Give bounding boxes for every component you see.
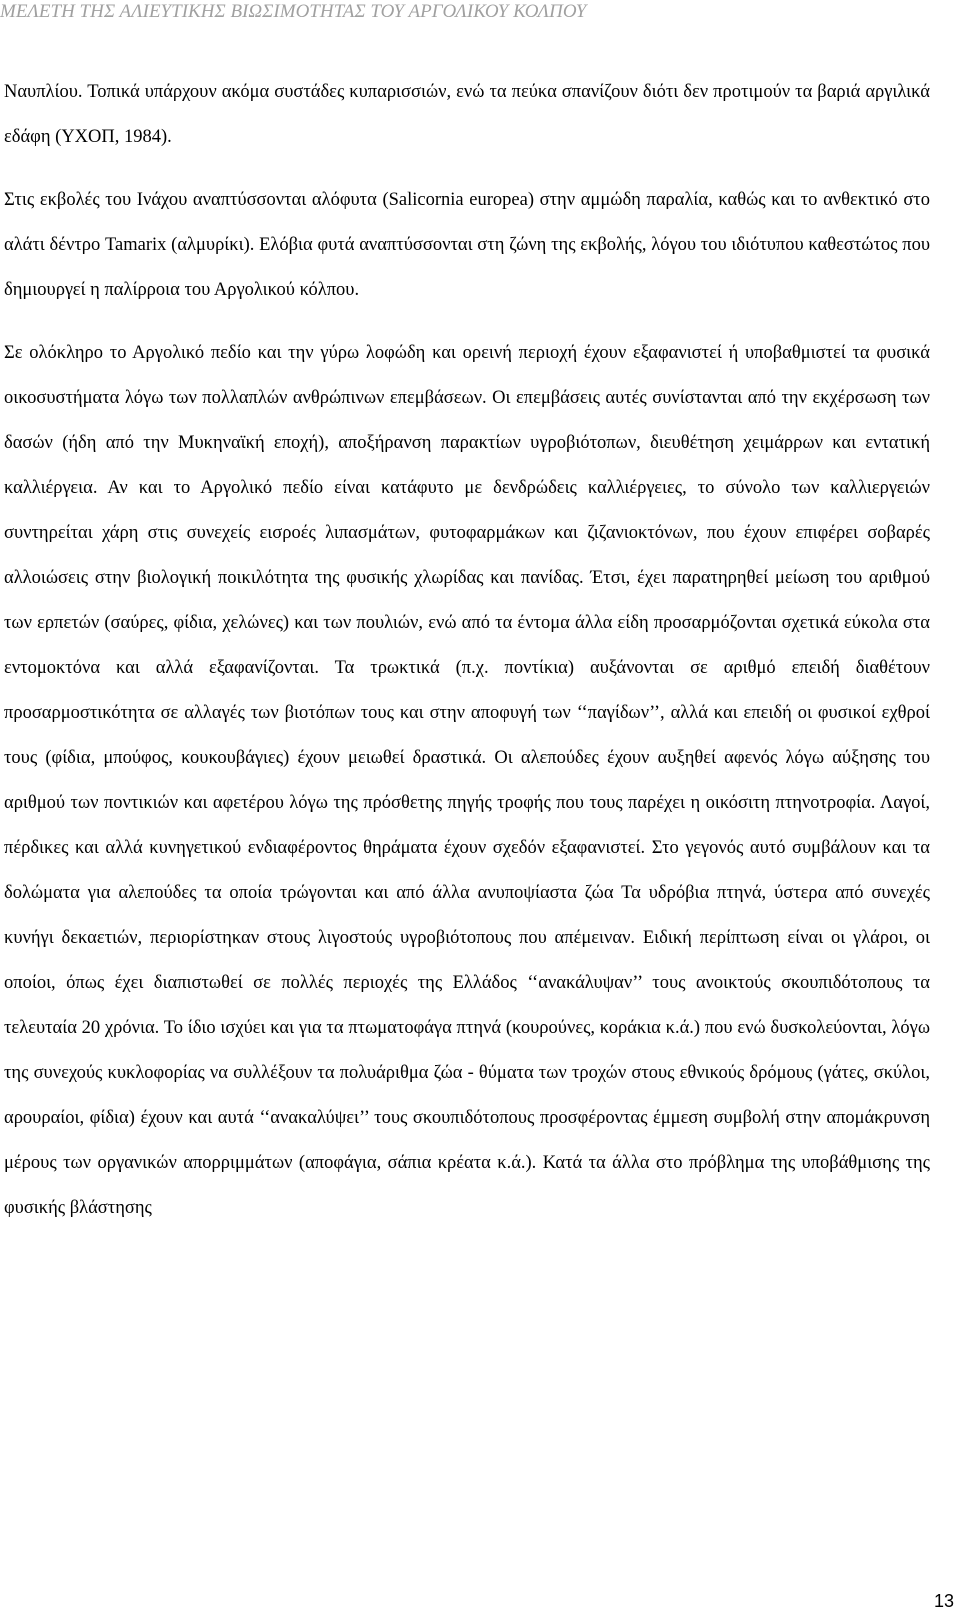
page-number: 13 bbox=[933, 1591, 954, 1611]
document-body bbox=[4, 70, 930, 1231]
paragraph-2: Στις εκβολές του Ινάχου αναπτύσσονται αλόφυτα (Salicornia europea) στην αμμώδη παραλία, καθώς και το ανθεκτικό στο αλάτι δέντρο Tamarix (αλμυρίκι). Ελόβια φυτά αναπτύσσονται στη ζώνη της εκβολής, λόγου του ιδιότυπου καθεστώτος που δημιουργεί η παλίρροια του Αργολικού κόλπου. bbox=[4, 190, 930, 300]
paragraph-1: Ναυπλίου. Τοπικά υπάρχουν ακόμα συστάδες κυπαρισσιών, ενώ τα πεύκα σπανίζουν διότι δεν προτιμούν τα βαριά αργιλικά εδάφη (ΥΧΟΠ, 1984). bbox=[4, 82, 930, 147]
running-header: ΜΕΛΕΤΗ ΤΗΣ ΑΛΙΕΥΤΙΚΗΣ ΒΙΩΣΙΜΟΤΗΤΑΣ ΤΟΥ ΑΡΓΟΛΙΚΟΥ ΚΟΛΠΟΥ bbox=[0, 1, 587, 22]
paragraph-3: Σε ολόκληρο το Αργολικό πεδίο και την γύρω λοφώδη και ορεινή περιοχή έχουν εξαφανιστεί ή υποβαθμιστεί τα φυσικά οικοσυστήματα λόγω των πολλαπλών ανθρώπινων επεμβάσεων. Οι επεμβάσεις αυτές συνίστανται από την εκχέρσωση των δασών (ήδη από την Μυκηναϊκή εποχή), αποξήρανση παρακτίων υγροβιότοπων, διευθέτηση χειμάρρων και εντατική καλλιέργεια. Αν και το Αργολικό πεδίο είναι κατάφυτο με δενδρώδεις καλλιέργειες, το σύνολο των καλλιεργειών συντηρείται χάρη στις συνεχείς εισροές λιπασμάτων, φυτοφαρμάκων και ζιζανιοκτόνων, που έχουν επιφέρει σοβαρές αλλοιώσεις στην βιολογική ποικιλότητα της φυσικής χλωρίδας και πανίδας. Έτσι, έχει παρατηρηθεί μείωση του αριθμού των ερπετών (σαύρες, φίδια, χελώνες) και των πουλιών, ενώ από τα έντομα άλλα είδη προσαρμόζονται σχετικά εύκολα στα εντομοκτόνα και αλλά εξαφανίζονται. Τα τρωκτικά (π.χ. ποντίκια) αυξάνονται σε αριθμό επειδή διαθέτουν προσαρμοστικότητα σε αλλαγές των βιοτόπων τους και στην αποφυγή των ‘‘παγίδων’’, αλλά και επειδή οι φυσικοί εχθροί τους (φίδια, μπούφος, κουκουβάγιες) έχουν μειωθεί δραστικά. Οι αλεπούδες έχουν αυξηθεί αφενός λόγω αύξησης του αριθμού των ποντικιών και αφετέρου λόγω της πρόσθετης πηγής τροφής που τους παρέχει η οικόσιτη πτηνοτροφία. Λαγοί, πέρδικες και αλλά κυνηγετικού ενδιαφέροντος θηράματα έχουν σχεδόν εξαφανιστεί. Στο γεγονός αυτό συμβάλουν και τα δολώματα για αλεπούδες τα οποία τρώγονται και από άλλα ανυποψίαστα ζώα Τα υδρόβια πτηνά, ύστερα από συνεχές κυνήγι δεκαετιών, περιορίστηκαν στους λιγοστούς υγροβιότοπους που απέμειναν. Ειδική περίπτωση είναι οι γλάροι, οι οποίοι, όπως έχει διαπιστωθεί σε πολλές περιοχές της Ελλάδος ‘‘ανακάλυψαν’’ τους ανοικτούς σκουπιδότοπους τα τελευταία 20 χρόνια. Το ίδιο ισχύει και για τα πτωματοφάγα πτηνά (κουρούνες, κοράκια κ.ά.) που ενώ δυσκολεύονται, λόγω της συνεχούς κυκλοφορίας να συλλέξουν τα πολυάριθμα ζώα - θύματα των τροχών στους εθνικούς δρόμους (γάτες, σκύλοι, αρουραίοι, φίδια) έχουν και αυτά ‘‘ανακαλύψει’’ τους σκουπιδότοπους προσφέροντας έμμεση συμβολή στην απομάκρυνση μέρους των οργανικών απορριμμάτων (αποφάγια, σάπια κρέατα κ.ά.). Κατά τα άλλα στο πρόβλημα της υποβάθμισης της φυσικής βλάστησης bbox=[4, 343, 930, 1218]
